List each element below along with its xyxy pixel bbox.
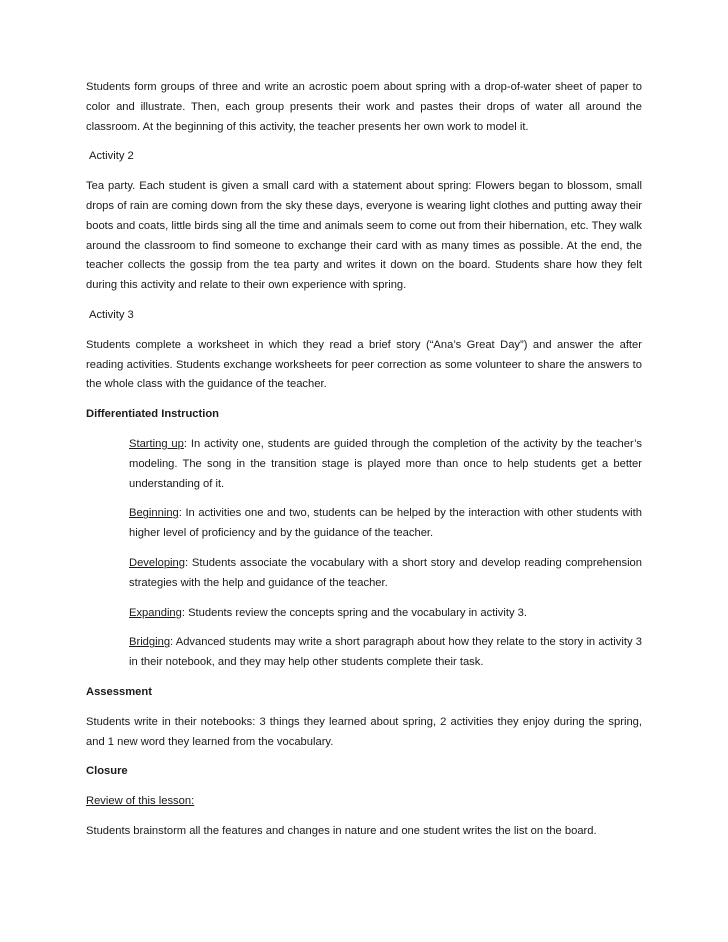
level-beginning (129, 504, 642, 544)
document-page (86, 78, 642, 852)
assessment-heading: Assessment (86, 685, 152, 698)
assessment-paragraph: Students write in their notebooks: 3 things they learned about spring, 2 activities they enjoy during the spring, and 1 new word they learned from the vocabulary. (86, 715, 642, 748)
closure-heading: Closure (86, 765, 128, 778)
level-text: : In activities one and two, students can be helped by the interaction with other students with higher level of proficiency and by the guidance of the teacher. (129, 507, 642, 540)
level-developing (129, 554, 642, 594)
level-label: Developing (129, 556, 185, 569)
activity-2-paragraph: Tea party. Each student is given a small card with a statement about spring: Flowers began to blossom, small drops of rain are coming down from the sky these days, everyone is wearing light clothes and putting away their boots and coats, little birds sing all the time and animals seem to come out from their hibernation, etc. They walk around the classroom to find someone to exchange their card with as many times as possible. At the end, the teacher collects the gossip from the tea party and writes it down on the board. Students share how they felt during this activity and relate to their own experience with spring. (86, 180, 642, 292)
level-label: Starting up (129, 437, 184, 450)
level-text: : Advanced students may write a short paragraph about how they relate to the story in activity 3 in their notebook, and they may help other students complete their task. (129, 636, 642, 669)
level-starting-up (129, 435, 642, 494)
review-label: Review of this lesson: (86, 795, 195, 808)
intro-paragraph: Students form groups of three and write an acrostic poem about spring with a drop-of-water sheet of paper to color and illustrate. Then, each group presents their work and pastes their drops of water all around the classroom. At the beginning of this activity, the teacher presents her own work to model it. (86, 81, 642, 133)
level-label: Expanding (129, 606, 182, 619)
level-expanding (129, 604, 642, 624)
level-text: : Students associate the vocabulary with a short story and develop reading comprehension strategies with the help and guidance of the teacher. (129, 556, 642, 589)
activity-3-heading: Activity 3 (89, 308, 134, 321)
differentiated-instruction-heading: Differentiated Instruction (86, 408, 220, 421)
activity-3-paragraph: Students complete a worksheet in which they read a brief story (“Ana’s Great Day”) and answer the after reading activities. Students exchange worksheets for peer correction as some volunteer to share the answers to the whole class with the guidance of the teacher. (86, 338, 642, 391)
level-text: : In activity one, students are guided through the completion of the activity by the teacher’s modeling. The song in the transition stage is played more than once to help students get a better understanding of it. (129, 437, 643, 490)
activity-2-heading: Activity 2 (89, 150, 134, 163)
level-label: Bridging (129, 636, 171, 649)
level-text: : Students review the concepts spring and the vocabulary in activity 3. (181, 606, 528, 619)
level-bridging (129, 633, 642, 673)
closure-paragraph: Students brainstorm all the features and changes in nature and one student writes the list on the board. (86, 824, 597, 837)
level-label: Beginning (129, 507, 179, 520)
